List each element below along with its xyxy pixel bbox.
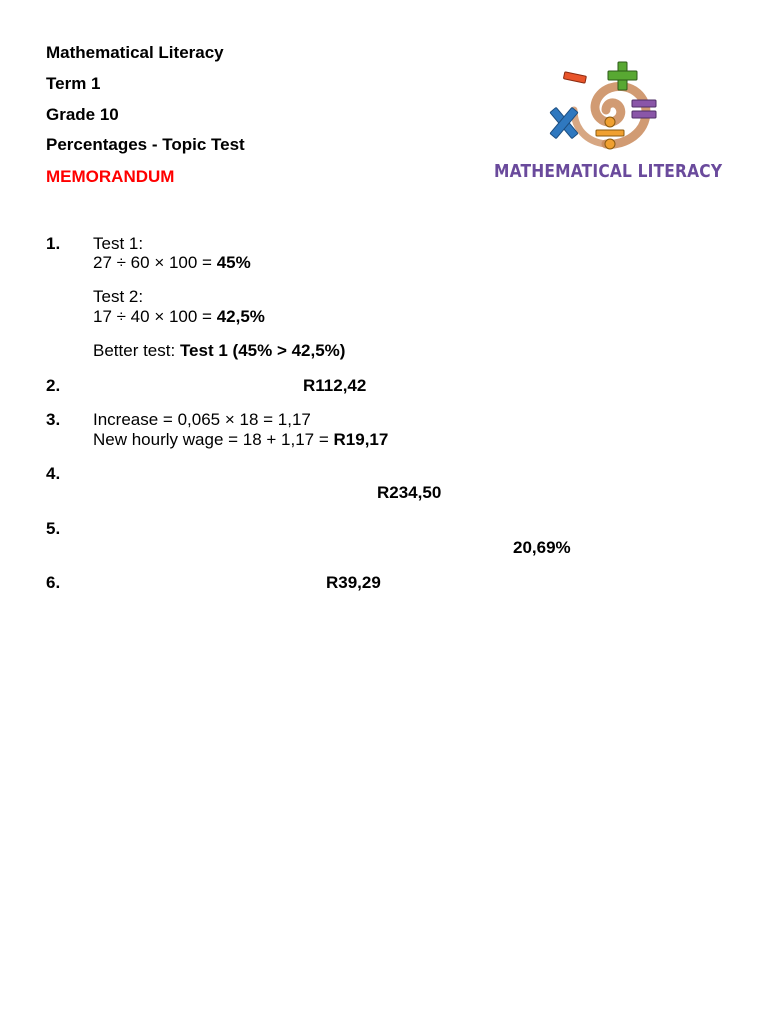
q6-answer: R39,29	[326, 573, 381, 592]
better-value: Test 1 (45% > 42,5%)	[179, 341, 346, 360]
memorandum-heading: MEMORANDUM	[46, 167, 175, 186]
logo-wordmark: MATHEMATICAL LITERACY	[494, 161, 723, 182]
minus-icon	[563, 72, 586, 83]
q1-test2-calc	[93, 307, 265, 327]
question-number: 4.	[46, 464, 61, 483]
calc-result: 45%	[216, 253, 251, 272]
better-label: Better test:	[93, 341, 180, 360]
q3-wage-line	[93, 430, 388, 450]
subject-heading: Mathematical Literacy	[46, 43, 224, 62]
q1-better-test	[93, 341, 345, 361]
grade-heading: Grade 10	[46, 105, 119, 124]
q5-answer: 20,69%	[513, 538, 571, 557]
q3-increase-line: Increase = 0,065 × 18 = 1,17	[93, 410, 311, 429]
q4-answer: R234,50	[377, 483, 442, 502]
question-number: 3.	[46, 410, 61, 429]
wage-text: New hourly wage = 18 + 1,17 =	[93, 430, 334, 449]
question-number: 6.	[46, 573, 61, 592]
question-number: 1.	[46, 234, 61, 253]
math-symbols-icon	[494, 58, 726, 158]
calc-text: 27 ÷ 60 × 100 =	[93, 253, 217, 272]
calc-result: 42,5%	[216, 307, 265, 326]
q2-answer: R112,42	[303, 376, 367, 395]
q1-test1-calc	[93, 253, 251, 273]
q1-test2-label: Test 2:	[93, 287, 144, 306]
q1-test1-label: Test 1:	[93, 234, 144, 253]
q3-answer: R19,17	[333, 430, 389, 449]
question-number: 5.	[46, 519, 61, 538]
term-heading: Term 1	[46, 74, 101, 93]
question-number: 2.	[46, 376, 61, 395]
calc-text: 17 ÷ 40 × 100 =	[93, 307, 217, 326]
topic-heading: Percentages - Topic Test	[46, 135, 245, 154]
mathematical-literacy-logo	[494, 58, 726, 188]
